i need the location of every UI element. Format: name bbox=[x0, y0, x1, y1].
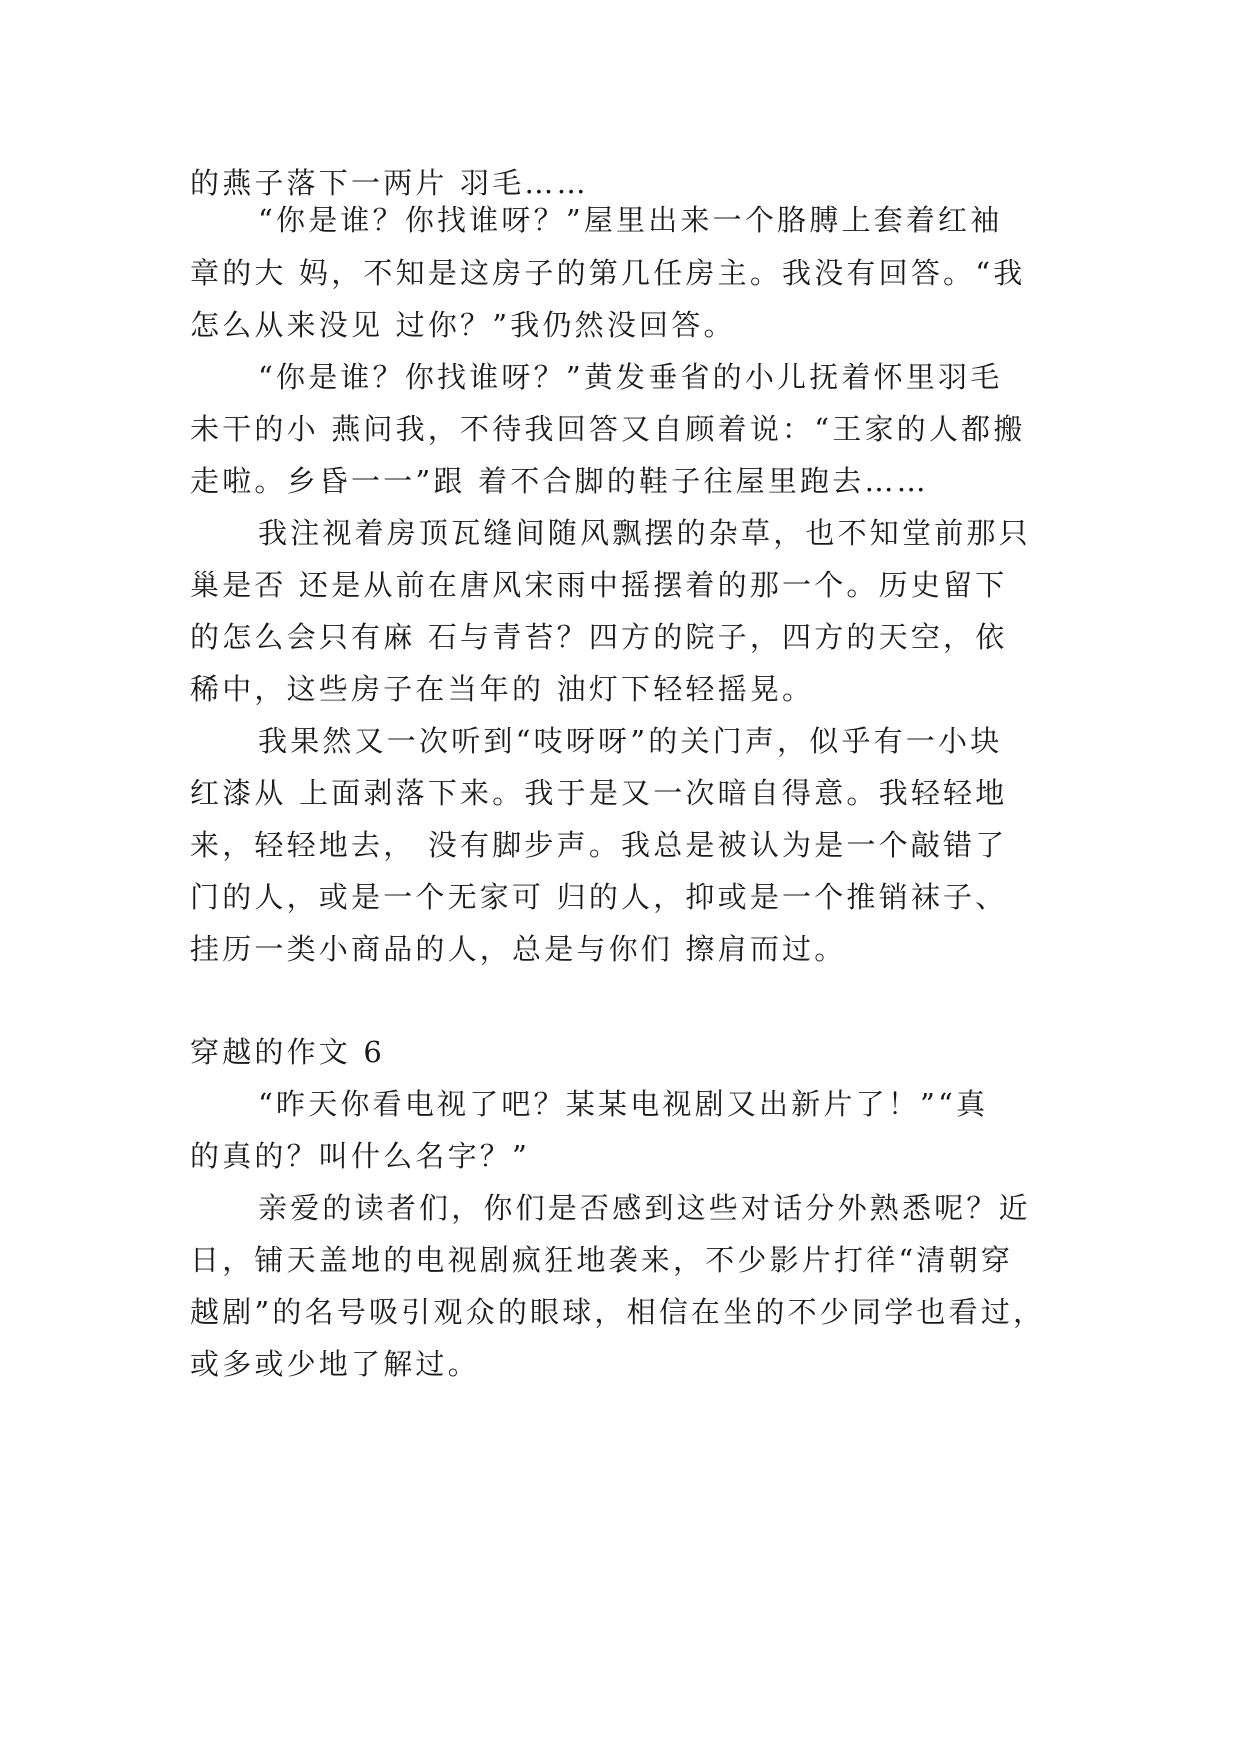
text-line: 怎么从来没见 过你？”我仍然没回答。 bbox=[190, 308, 736, 342]
section-heading: 穿越的作文 6 bbox=[190, 1035, 386, 1069]
text-line: 走啦。乡昏一一”跟 着不合脚的鞋子往屋里跑去…… bbox=[190, 464, 929, 498]
text-line: 越剧”的名号吸引观众的眼球，相信在坐的不少同学也看过， bbox=[190, 1295, 1046, 1329]
text-line: 未干的小 燕问我，不待我回答又自顾着说：“王家的人都搬 bbox=[190, 412, 1026, 446]
text-line: 或多或少地了解过。 bbox=[190, 1347, 480, 1381]
text-line: 稀中，这些房子在当年的 油灯下轻轻摇晃。 bbox=[190, 672, 815, 706]
text-line: 的燕子落下一两片 羽毛…… bbox=[190, 166, 589, 200]
paragraph-first-line: “你是谁？你找谁呀？”黄发垂省的小儿抚着怀里羽毛 bbox=[258, 360, 1003, 394]
paragraph-first-line: 我果然又一次听到“吱呀呀”的关门声，似乎有一小块 bbox=[258, 724, 1003, 758]
paragraph-first-line: 我注视着房顶瓦缝间随风飘摆的杂草，也不知堂前那只 bbox=[258, 516, 1031, 550]
text-line: 门的人，或是一个无家可 归的人，抑或是一个推销袜子、 bbox=[190, 880, 1008, 914]
paragraph-first-line: 亲爱的读者们，你们是否感到这些对话分外熟悉呢？近 bbox=[258, 1191, 1031, 1225]
text-line: 红漆从 上面剥落下来。我于是又一次暗自得意。我轻轻地 bbox=[190, 776, 1008, 810]
text-line: 来，轻轻地去， 没有脚步声。我总是被认为是一个敲错了 bbox=[190, 828, 1008, 862]
paragraph-first-line: “昨天你看电视了吧？某某电视剧又出新片了！”“真 bbox=[258, 1087, 989, 1121]
paragraph-first-line: “你是谁？你找谁呀？”屋里出来一个胳膊上套着红袖 bbox=[258, 203, 1003, 237]
text-line: 的怎么会只有麻 石与青苔？四方的院子，四方的天空，依 bbox=[190, 620, 1008, 654]
text-line: 挂历一类小商品的人，总是与你们 擦肩而过。 bbox=[190, 932, 847, 966]
text-line: 巢是否 还是从前在唐风宋雨中摇摆着的那一个。历史留下 bbox=[190, 568, 1008, 602]
text-line: 的真的？叫什么名字？” bbox=[190, 1139, 531, 1173]
text-line: 日，铺天盖地的电视剧疯狂地袭来，不少影片打徉“清朝穿 bbox=[190, 1243, 1014, 1277]
text-line: 章的大 妈，不知是这房子的第几任房主。我没有回答。“我 bbox=[190, 256, 1026, 290]
